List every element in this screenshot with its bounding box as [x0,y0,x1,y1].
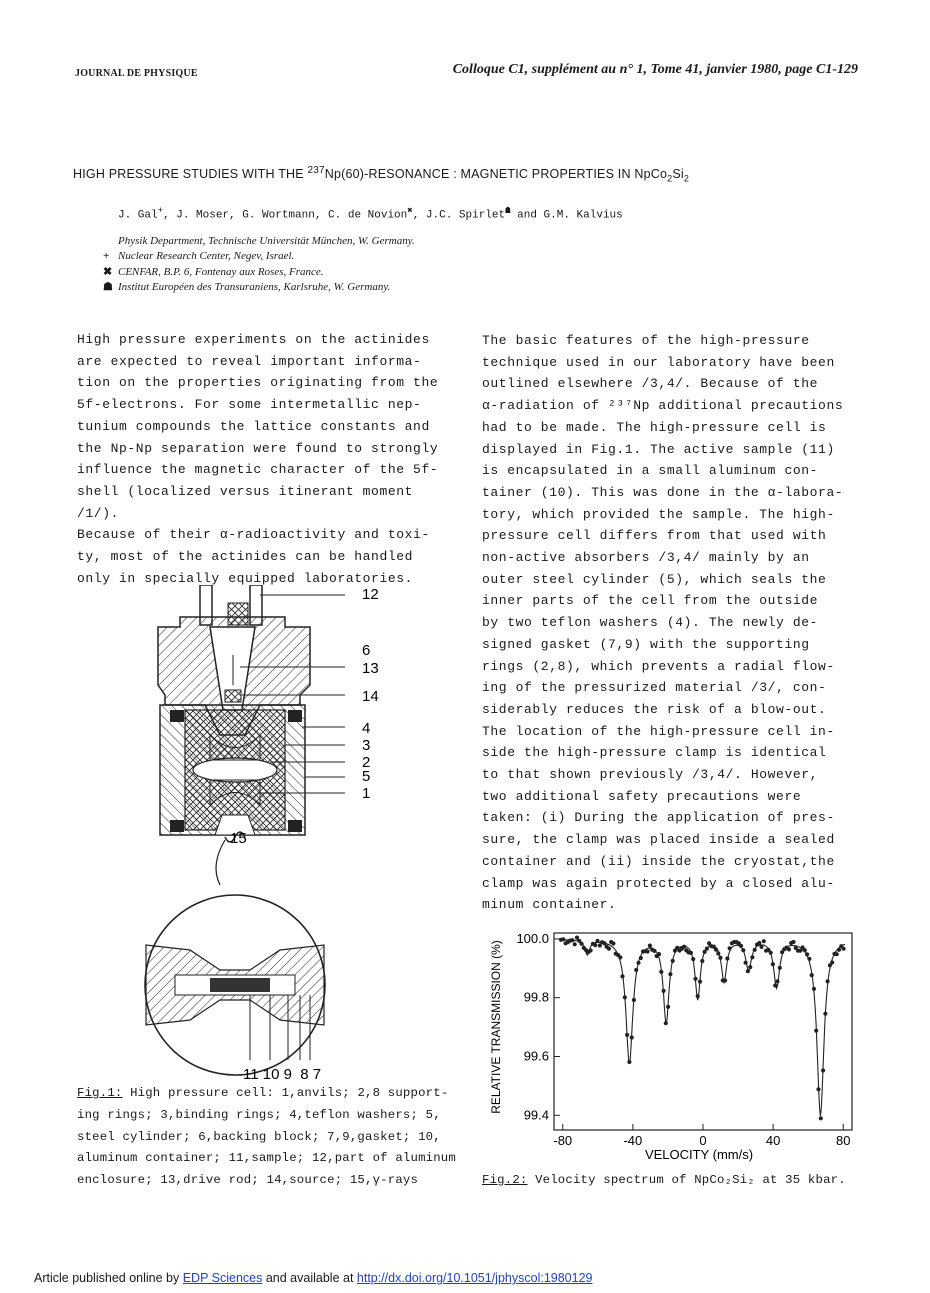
fig2-data-point [746,969,750,973]
fig2-data-point [714,948,718,952]
author-2: , J. Moser, G. Wortmann, C. de Novion [163,209,408,222]
fig2-axes [516,931,852,1148]
fig2-data-point [579,942,583,946]
fig2-data-point [607,947,611,951]
affiliation-mark: + [103,250,110,262]
fig2-data-point [666,1005,670,1009]
fig2-data-point [750,955,754,959]
fig2-caption-text: Velocity spectrum of NpCo₂Si₂ at 35 kbar. [527,1173,846,1187]
fig2-x-axis-label: VELOCITY (mm/s) [644,1147,754,1162]
fig1-caption-label: Fig.1: [77,1086,123,1100]
right-column-text: The basic features of the high-pressure technique used in our laboratory have been outlined elsewhere /3,4/. Because of the α-radiation of ²³⁷Np additional precautions had to be made. The high-pressure cell is displayed in Fig.1. The active sample (11) is encapsulated in a small aluminum con- tainer (10). This was done in the α-labora- tory, which provided the sample. The high- pressure cell differs from that used with non-active absorbers /3,4/ mainly by an outer steel cylinder (5), which seals the inner parts of the cell from the outside by two teflon washers (4). The newly de- signed gasket (7,9) with the supporting rings (2,8), which prevents a radial flow- ing of the pressurized material /3/, con- siderably reduces the risk of a blow-out. The location of the high-pressure cell in- side the high-pressure clamp is identical to that shown previously /3,4/. However, two additional safety precautions were taken: (i) During the application of pres- sure, the clamp was placed inside a sealed container and (ii) inside the cryostat,the clamp was again protected by a closed alu- minum container. [482,333,844,913]
author-list [118,206,623,222]
fig2-y-tick-label: 99.6 [523,1048,549,1064]
fig2-data-point [659,970,663,974]
affiliation-text: Institut Européen des Transuraniens, Karlsruhe, W. Germany. [118,281,391,293]
fig2-data-point [823,1012,827,1016]
fig2-data-point [611,941,615,945]
left-column-text: High pressure experiments on the actinides are expected to reveal important informa- tion on the properties originating from the 5f-electrons. For some intermetallic nep- tunium compounds the lattice constants and the Np-Np separation were found to strongly influence the magnetic character of the 5f- shell (localized versus itinerant moment /1/). Because of their α-radioactivity and toxi- ty, most of the actinides can be handled only in specially equipped laboratories. [77,332,439,586]
journal-name: JOURNAL DE PHYSIQUE [75,68,198,79]
label-15: 15 [230,830,247,847]
fig2-data-point [769,951,773,955]
label-13: 13 [362,660,379,677]
fig2-data-point [812,987,816,991]
fig2-data-point [842,947,846,951]
fig2-data-point [748,965,752,969]
edp-sciences-link[interactable]: EDP Sciences [182,1271,263,1285]
title-part2: Np(60)-RESONANCE : MAGNETIC PROPERTIES IN NpCo [324,167,668,182]
fig2-data-point [618,955,622,959]
fig2-data-point [632,998,636,1002]
teflon-washer-lower-left [170,820,184,832]
affiliation-4 [103,280,390,293]
fig2-data-point [803,948,807,952]
fig2-caption [482,1170,846,1192]
fig2-data-point [623,995,627,999]
fig2-data-point [652,949,656,953]
footer-prefix: Article published online by [34,1271,183,1285]
fig1-pressure-cell-diagram [130,585,385,1080]
teflon-washer-upper-left [170,710,184,722]
fig2-data-point [744,961,748,965]
fig2-data-point [696,994,700,998]
detail-circle [145,895,325,1075]
source [225,690,241,702]
author-mark-3: ☗ [505,206,511,216]
fig2-data-point [620,974,624,978]
teflon-washer-upper-right [288,710,302,722]
fig2-data-point [739,944,743,948]
fig2-data-point [791,940,795,944]
fig2-data-point [705,947,709,951]
title-isotope: 237 [307,165,325,176]
fig2-data-point [759,945,763,949]
fig2-data-point [728,946,732,950]
affiliation-mark: ✖ [103,266,113,278]
fig2-data-point [648,944,652,948]
sample [210,978,270,992]
fig1-caption-text: High pressure cell: 1,anvils; 2,8 support- ing rings; 3,binding rings; 4,teflon washers; 5, steel cylinder; 6,backing block; 7,9,gasket; 10, aluminum container; 11,sample; 12,part of aluminum enclosure; 13,drive rod; 14,source; 15,γ-rays [77,1086,456,1188]
fig2-data-point [634,968,638,972]
fig2-data-point [771,962,775,966]
paper-title [73,165,689,184]
fig2-x-tick-label: 40 [765,1133,781,1148]
affiliation-text: Physik Department, Technische Universität München, W. Germany. [118,235,415,247]
fig2-data-point [787,947,791,951]
fig2-data-point [816,1087,820,1091]
fig2-y-tick-label: 99.4 [523,1107,549,1123]
fig2-data-point [657,952,661,956]
title-part1: HIGH PRESSURE STUDIES WITH THE [73,167,308,182]
fig2-data-point [589,948,593,952]
author-mark-2: ✖ [407,206,413,216]
fig2-data-point [561,937,565,941]
author-3: , J.C. Spirlet [412,209,506,222]
fig2-y-tick-label: 99.8 [523,989,549,1005]
title-sub1: 2 [667,173,673,184]
fig2-caption-label: Fig.2: [482,1173,528,1187]
affiliation-3 [103,265,324,278]
fig2-data-point [700,959,704,963]
fig2-data-point [646,949,650,953]
affiliation-text: CENFAR, B.P. 6, Fontenay aux Roses, France. [118,266,324,278]
fig2-data-point [741,948,745,952]
fig2-data-point [595,939,599,943]
fig1-caption [77,1083,456,1192]
label-6: 6 [362,642,371,659]
fig2-data-point [835,952,839,956]
fig2-y-tick-label: 100.0 [516,930,549,946]
fig2-data-point [570,938,574,942]
affiliation-mark: ☗ [103,281,113,293]
author-1: J. Gal [118,209,158,222]
fig2-data-point [837,948,841,952]
label-2: 2 [362,754,371,771]
fig2-data-point [762,939,766,943]
affiliation-2 [103,250,294,262]
affiliation-text: Nuclear Research Center, Negev, Israel. [118,250,295,262]
fig2-data-point [716,951,720,955]
fig2-data-point [830,960,834,964]
fig2-data-point [627,1060,631,1064]
fig2-data-point [625,1033,629,1037]
fig2-data-point [698,980,702,984]
footer-middle: and available at [262,1271,357,1285]
fig2-data-point [664,1021,668,1025]
fig2-data-point [718,956,722,960]
label-12: 12 [362,586,379,603]
label-3: 3 [362,737,371,754]
fig2-data-point [778,966,782,970]
footer-note [34,1271,592,1285]
fig2-data-point [814,1029,818,1033]
affiliation-1 [103,235,415,247]
fig2-curve-path [561,940,845,1116]
fig2-x-tick-label: -40 [623,1133,643,1148]
label-1: 1 [362,785,371,802]
author-mark-1: + [157,206,164,216]
fig2-data-point [693,977,697,981]
teflon-washer-lower-right [288,820,302,832]
fig2-data-point [753,948,757,952]
fig2-x-tick-label: -80 [553,1133,573,1148]
colloque-reference: Colloque C1, supplément au n° 1, Tome 41, janvier 1980, page C1-129 [452,62,858,77]
fig2-velocity-spectrum [484,915,864,1165]
author-4: and G.M. Kalvius [510,209,623,222]
fig2-data-point [691,957,695,961]
detail-connector [216,840,225,885]
label-4: 4 [362,720,371,737]
fig2-data-point [639,956,643,960]
fig2-data-point [807,957,811,961]
fig2-data-point [810,973,814,977]
fig2-x-tick-label: 0 [699,1133,707,1148]
fig2-data-point [602,941,606,945]
fig2-data-point [671,959,675,963]
fig2-data-point [573,942,577,946]
fig2-data-point [689,951,693,955]
title-part3: Si [672,167,684,182]
fig2-data-point [805,952,809,956]
fig2-fit-curve [561,940,845,1116]
doi-link[interactable]: http://dx.doi.org/10.1051/jphyscol:1980129 [356,1271,593,1285]
label-14: 14 [362,688,379,705]
fig2-data-point [757,941,761,945]
fig2-data-point [636,961,640,965]
fig2-y-axis-label: RELATIVE TRANSMISSION (%) [489,940,503,1114]
title-sub2: 2 [683,173,690,184]
fig2-data-point [725,956,729,960]
fig2-data-point [593,943,597,947]
label-bottom-row: 11 10 9 8 7 [243,1066,322,1080]
fig2-data-point [682,945,686,949]
fig2-data-point [723,978,727,982]
cell-body [158,585,345,885]
label-5: 5 [362,768,371,785]
fig2-data-point [668,972,672,976]
fig2-data-point [819,1116,823,1120]
fig2-data-point [821,1068,825,1072]
anvil-gap [193,758,277,782]
fig2-data-point [773,983,777,987]
fig2-x-tick-label: 80 [836,1133,851,1148]
fig2-data-point [662,989,666,993]
fig2-data-point [826,979,830,983]
fig2-data-point [775,979,779,983]
fig2-data-point [630,1035,634,1039]
